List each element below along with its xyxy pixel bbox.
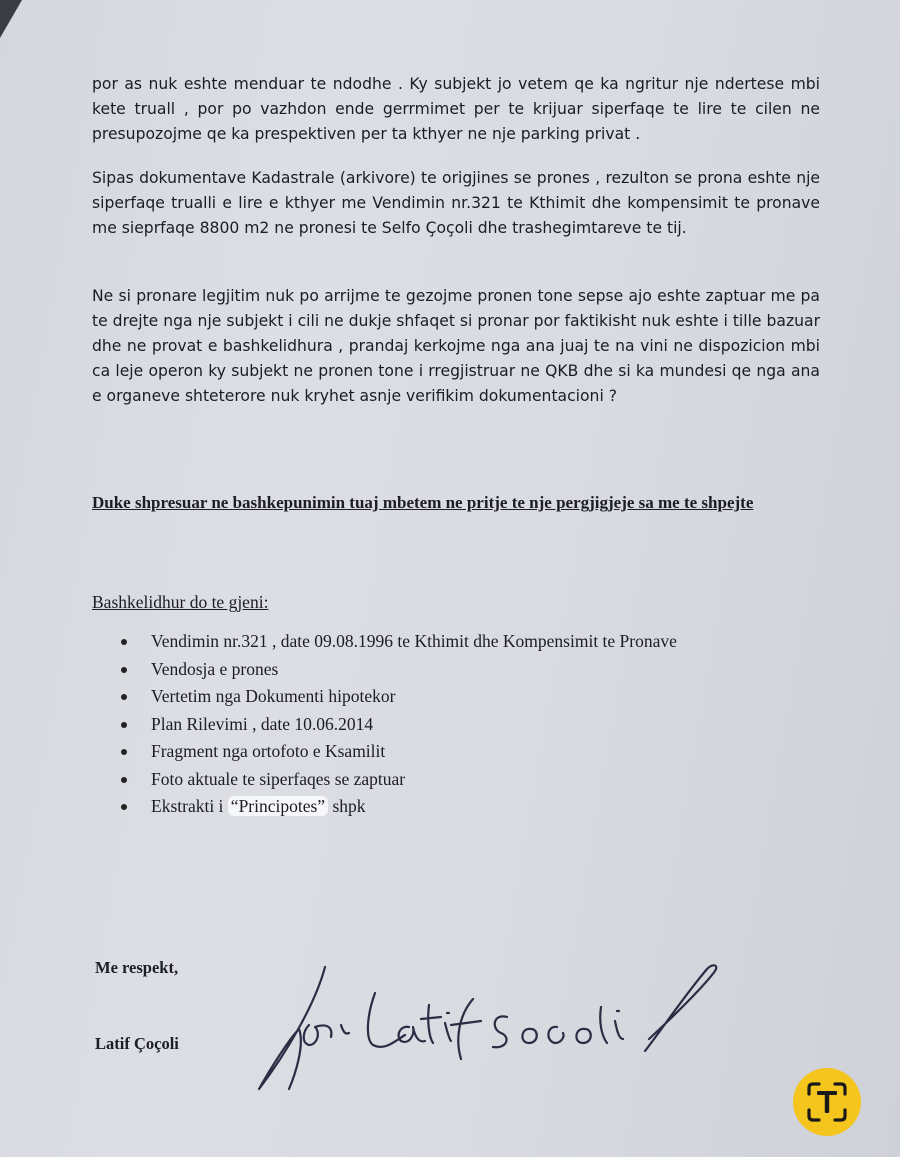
attachment-label: Vendosja e prones [151,658,279,679]
bullet-icon [121,749,127,755]
attachment-label: Fragment nga ortofoto e Ksamilit [151,741,386,761]
attachments-list [118,628,677,821]
signer-name: Latif Çoçoli [95,1034,179,1053]
bullet-icon [121,694,127,700]
list-item [118,656,677,684]
closing-statement: Duke shpresuar ne bashkepunimin tuaj mbetem ne pritje te nje pergjigjeje sa me te shpejte [92,493,754,512]
list-item [118,711,677,739]
text-scan-icon [793,1068,861,1136]
highlighted-text[interactable]: “Principotes” [228,796,328,816]
attachment-label: Vendimin nr.321 , date 09.08.1996 te Kthimit dhe Kompensimit te Pronave [151,631,677,651]
bullet-icon [121,804,127,810]
attachment-label: Plan Rilevimi , date 10.06.2014 [151,713,374,734]
bullet-icon [121,667,127,673]
list-item [118,793,677,821]
paragraph-3: Ne si pronare legjitim nuk po arrijme te gezojme pronen tone sepse ajo eshte zaptuar me pa te drejte nga nje subjekt i cili ne dukje shfaqet si pronar por faktikisht nuk eshte i tille bazuar dhe ne provat e bashkelidhura , prandaj kerkojme nga ana juaj te na vini ne dispozicion mbi ca leje operon ky subjekt ne pronen tone i rregjistruar ne QKB dhe si ka mundesi qe nga ana e organeve shteterore nuk kryhet asnje verifikim dokumentacioni ? [92,287,820,405]
bullet-icon [121,722,127,728]
handwritten-signature [245,955,725,1105]
attachment-suffix: shpk [332,796,366,816]
list-item [118,766,677,794]
list-item [118,628,677,656]
paragraph-2: Sipas dokumentave Kadastrale (arkivore) te origjines se prones , rezulton se prona eshte nje siperfaqe trualli e lire e kthyer me Vendimin nr.321 te Kthimit dhe kompensimit te pronave me sieprfaqe 8800 m2 ne pronesi te Selfo Çoçoli dhe trashegimtareve te tij. [92,169,820,237]
list-item [118,683,677,711]
bullet-icon [121,639,127,645]
list-item [118,738,677,766]
text-scan-badge[interactable] [793,1068,861,1136]
signoff-greeting: Me respekt, [95,958,179,977]
attachment-label: Foto aktuale te siperfaqes se zaptuar [151,768,406,789]
attachments-title: Bashkelidhur do te gjeni: [92,592,269,612]
attachment-prefix: Ekstrakti i [151,796,224,816]
page-corner-shadow [0,0,22,38]
bullet-icon [121,777,127,783]
attachment-label: Vertetim nga Dokumenti hipotekor [151,686,396,706]
paragraph-1: por as nuk eshte menduar te ndodhe . Ky subjekt jo vetem qe ka ngritur nje ndertese mbi kete truall , por po vazhdon ende gerrmimet per te krijuar siperfaqe te lire te cilen ne presupozojme qe ka prespektiven per ta kthyer ne nje parking privat . [92,75,820,143]
